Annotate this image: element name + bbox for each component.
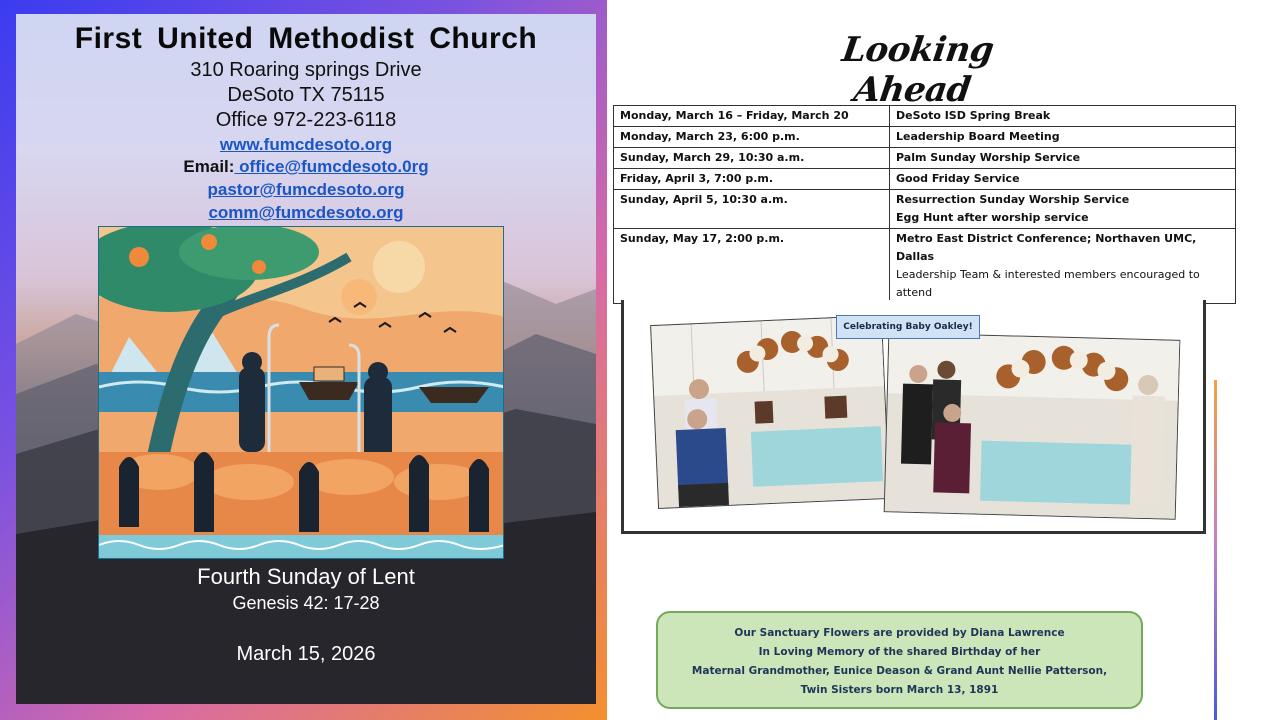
cover-frame: [0, 0, 607, 720]
address-line-2: DeSoto TX 75115: [227, 84, 385, 106]
email-line: [16, 157, 596, 177]
service-title: Fourth Sunday of Lent: [197, 564, 415, 589]
event-when: Sunday, March 29, 10:30 a.m.: [614, 148, 890, 169]
website-link[interactable]: www.fumcdesoto.org: [219, 135, 393, 154]
event-row: [614, 148, 1236, 169]
event-when: Monday, March 23, 6:00 p.m.: [614, 127, 890, 148]
cover-panel: [16, 14, 596, 704]
event-what: Leadership Board Meeting: [896, 130, 1060, 143]
email-label: Email:: [183, 157, 235, 176]
decorative-side-line: [1214, 380, 1217, 720]
looking-ahead-heading: Looking Ahead: [839, 30, 996, 110]
event-what: DeSoto ISD Spring Break: [896, 109, 1051, 122]
address-line-1: 310 Roaring springs Drive: [190, 59, 422, 81]
events-table-body: [614, 106, 1236, 304]
scripture-reference: Genesis 42: 17-28: [232, 593, 380, 613]
event-row: [614, 229, 1236, 304]
event-when: Friday, April 3, 7:00 p.m.: [614, 169, 890, 190]
event-note: Leadership Team & interested members encouraged to attend: [896, 268, 1200, 299]
event-when: Sunday, May 17, 2:00 p.m.: [614, 229, 890, 304]
artwork-illustration: [99, 227, 504, 559]
events-table: [613, 105, 1236, 304]
flowers-line-4: Twin Sisters born March 13, 1891: [800, 684, 999, 696]
flowers-line-3: Maternal Grandmother, Eunice Deason & Grand Aunt Nellie Patterson,: [691, 665, 1108, 677]
flowers-line-1: Our Sanctuary Flowers are provided by Diana Lawrence: [734, 627, 1065, 639]
event-when: Monday, March 16 – Friday, March 20: [614, 106, 890, 127]
email-office-link[interactable]: office@fumcdesoto.0rg: [234, 157, 429, 176]
office-phone: Office 972-223-6118: [215, 109, 397, 131]
celebration-photo-right: [884, 332, 1181, 520]
event-what: Good Friday Service: [896, 172, 1020, 185]
email-comm-link[interactable]: comm@fumcdesoto.org: [208, 203, 404, 222]
event-what-cell: [890, 148, 1236, 169]
event-what-cell: [890, 190, 1236, 229]
celebration-photo-left: [650, 315, 890, 509]
event-row: [614, 169, 1236, 190]
sanctuary-flowers-note: [656, 611, 1143, 709]
celebration-caption: Celebrating Baby Oakley!: [836, 315, 980, 339]
event-what: Resurrection Sunday Worship Service: [896, 193, 1130, 206]
church-name: First United Methodist Church: [74, 22, 538, 55]
event-what-cell: [890, 169, 1236, 190]
event-what: Palm Sunday Worship Service: [896, 151, 1081, 164]
cover-artwork: [98, 226, 504, 559]
event-when: Sunday, April 5, 10:30 a.m.: [614, 190, 890, 229]
event-what-cell: [890, 229, 1236, 304]
event-row: [614, 190, 1236, 229]
flowers-line-2: In Loving Memory of the shared Birthday of her: [758, 646, 1041, 658]
event-what-cell: [890, 127, 1236, 148]
event-row: [614, 127, 1236, 148]
event-row: [614, 106, 1236, 127]
event-what-cell: [890, 106, 1236, 127]
service-date: March 15, 2026: [236, 643, 376, 665]
event-what: Metro East District Conference; Northaven UMC, Dallas: [896, 232, 1197, 263]
event-note: Egg Hunt after worship service: [896, 211, 1089, 224]
email-pastor-link[interactable]: pastor@fumcdesoto.org: [207, 180, 405, 199]
